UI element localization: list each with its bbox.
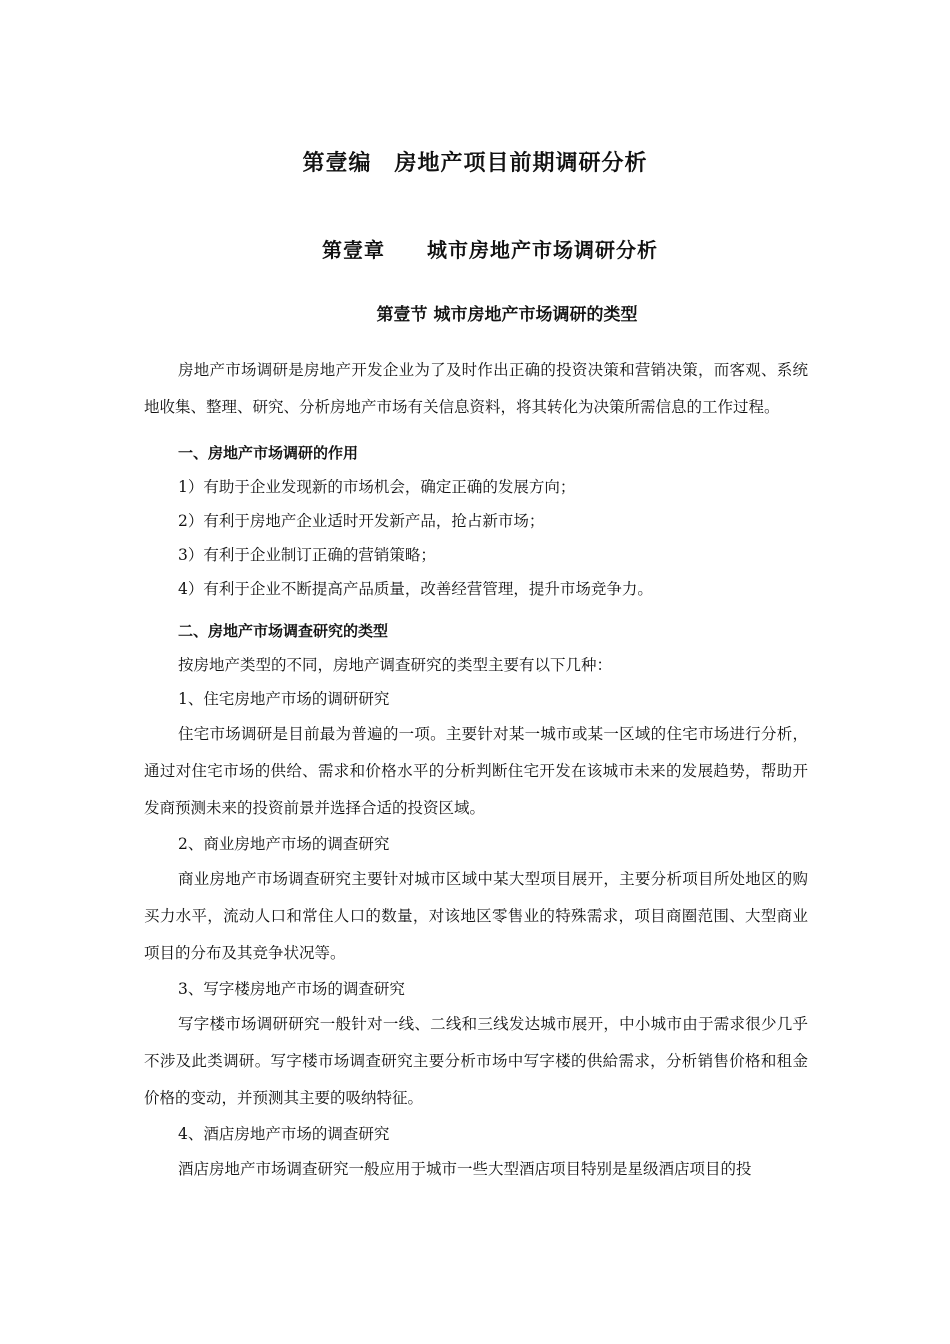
types-lead: 按房地产类型的不同，房地产调查研究的类型主要有以下几种： <box>178 656 613 674</box>
type-text-commercial: 商业房地产市场调查研究主要针对城市区域中某大型项目展开，主要分析项目所处地区的购买力水平，流动人口和常住人口的数量，对该地区零售业的特殊需求，项目商圈范围、大型商业项目的分布及其竞争状况等。 <box>144 870 808 962</box>
part-title: 第壹编 房地产项目前期调研分析 <box>302 151 648 176</box>
list-item: 3）有利于企业制订正确的营销策略； <box>178 546 436 564</box>
list-item: 2）有利于房地产企业适时开发新产品，抢占新市场； <box>178 512 545 530</box>
type-text-hotel: 酒店房地产市场调查研究一般应用于城市一些大型酒店项目特别是星级酒店项目的投 <box>178 1160 752 1178</box>
document-body <box>144 352 808 1188</box>
type-title-office: 3、写字楼房地产市场的调查研究 <box>178 980 405 998</box>
type-text-residential: 住宅市场调研是目前最为普遍的一项。主要针对某一城市或某一区域的住宅市场进行分析，通过对住宅市场的供给、需求和价格水平的分析判断住宅开发在该城市未来的发展趋势，帮助开发商预测未来的投资前景并选择合适的投资区域。 <box>144 725 808 817</box>
list-item: 1）有助于企业发现新的市场机会，确定正确的发展方向； <box>178 478 576 496</box>
intro-paragraph: 房地产市场调研是房地产开发企业为了及时作出正确的投资决策和营销决策，而客观、系统地收集、整理、研究、分析房地产市场有关信息资料，将其转化为决策所需信息的工作过程。 <box>144 361 808 416</box>
type-title-hotel: 4、酒店房地产市场的调查研究 <box>178 1125 390 1143</box>
section-title: 第壹节 城市房地产市场调研的类型 <box>376 305 638 325</box>
type-title-commercial: 2、商业房地产市场的调查研究 <box>178 835 390 853</box>
type-title-residential: 1、住宅房地产市场的调研研究 <box>178 690 390 708</box>
type-text-office: 写字楼市场调研研究一般针对一线、二线和三线发达城市展开，中小城市由于需求很少几乎不涉及此类调研。写字楼市场调查研究主要分析市场中写字楼的供給需求，分析销售价格和租金价格的变动，并预测其主要的吸纳特征。 <box>144 1015 808 1107</box>
chapter-title: 第壹章 城市房地产市场调研分析 <box>322 238 658 262</box>
heading-research-types: 二、房地产市场调查研究的类型 <box>178 622 389 640</box>
heading-role-of-research: 一、房地产市场调研的作用 <box>178 444 359 462</box>
list-item: 4）有利于企业不断提高产品质量，改善经营管理，提升市场竞争力。 <box>178 580 653 598</box>
